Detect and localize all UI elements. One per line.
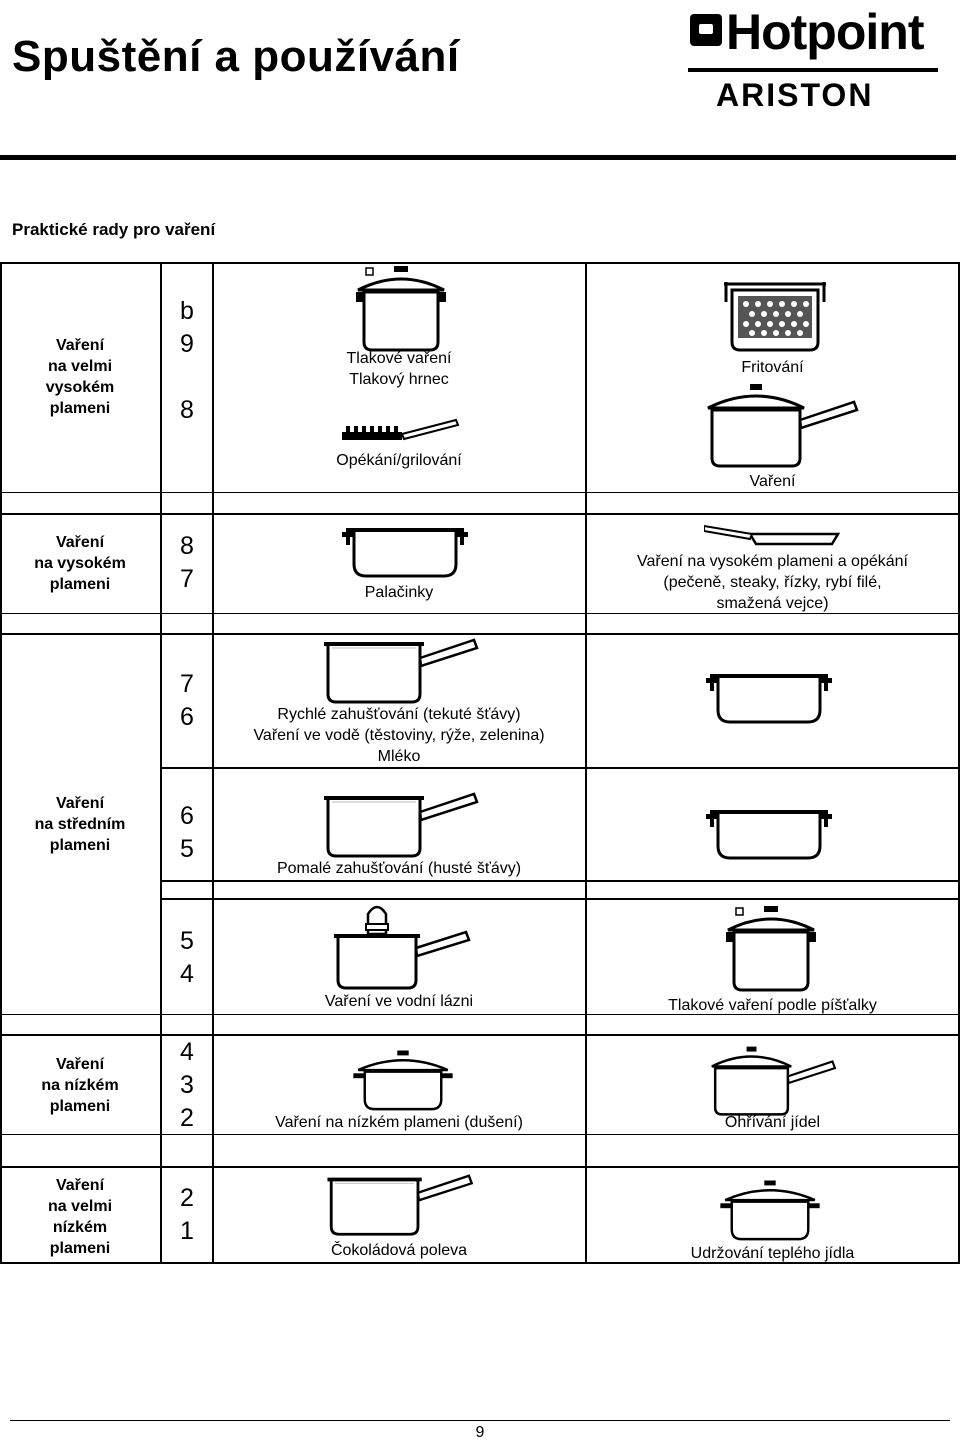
lidded-saucepan-icon <box>708 1040 838 1116</box>
pressure-cooker-icon <box>356 264 448 354</box>
lidded-casserole-icon <box>350 1044 456 1114</box>
caption-stewing: Vaření na nízkém plameni (dušení) <box>275 1114 523 1131</box>
frying-pan-icon <box>704 522 842 548</box>
level-low: Vaření na nízkém plameni <box>41 1056 119 1115</box>
fryer-basket-icon <box>722 280 828 354</box>
saucepan-icon <box>324 790 480 860</box>
settings-row-4: 6 5 <box>180 802 194 863</box>
settings-row-2: 8 7 <box>180 532 194 593</box>
settings-row-5: 5 4 <box>180 927 194 988</box>
caption-frying: Fritování <box>741 359 804 376</box>
caption-water-bath: Vaření ve vodní lázni <box>324 993 474 1010</box>
saucepan-icon <box>326 1172 476 1238</box>
caption-boiling: Vaření <box>749 473 796 490</box>
level-very-low: Vaření na velmi nízkém plameni <box>47 1177 113 1257</box>
footer-divider <box>10 1420 950 1421</box>
caption-quick-reduce: Rychlé zahušťování (tekuté šťávy) Vaření ve vodě (těstoviny, rýže, zelenina) Mléko <box>253 706 545 765</box>
logo-sub-text: ARISTON <box>716 77 874 113</box>
lidded-saucepan-icon <box>704 376 860 468</box>
caption-pressure-cooking: Tlakové vaření Tlakový hrnec <box>346 350 452 388</box>
caption-high-frying: Vaření na vysokém plameni a opékání (pečeně, steaky, řízky, rybí filé, smažená vejce) <box>637 553 908 612</box>
bain-marie-icon <box>334 900 472 990</box>
table-row-divider <box>160 898 960 900</box>
table-row-divider <box>0 513 960 515</box>
caption-chocolate: Čokoládová poleva <box>330 1242 468 1259</box>
caption-keep-warm: Udržování teplého jídla <box>690 1245 855 1262</box>
brand-logo <box>684 6 942 116</box>
grill-pan-icon <box>340 418 460 444</box>
flat-pot-icon <box>340 520 470 578</box>
level-high: Vaření na vysokém plameni <box>34 534 126 593</box>
table-row-divider <box>0 262 960 264</box>
caption-reheating: Ohřívání jídel <box>724 1114 821 1131</box>
table-row-divider <box>0 633 960 635</box>
table-row-divider <box>160 880 960 882</box>
section-title: Praktické rady pro vaření <box>12 220 216 239</box>
pressure-cooker-icon <box>726 904 818 994</box>
level-very-high: Vaření na velmi vysokém plameni <box>45 337 115 417</box>
table-row-divider <box>0 492 960 493</box>
logo-divider <box>688 68 938 72</box>
caption-slow-reduce: Pomalé zahušťování (husté šťávy) <box>276 860 522 877</box>
table-row-divider <box>160 767 960 769</box>
caption-pancakes: Palačinky <box>364 584 434 601</box>
lidded-casserole-icon <box>714 1174 826 1244</box>
page-number: 9 <box>475 1424 485 1441</box>
logo-mark-icon <box>690 14 722 46</box>
saucepan-icon <box>324 636 480 706</box>
table-row-divider <box>0 1166 960 1168</box>
caption-pressure-whistle: Tlakové vaření podle píšťalky <box>668 997 877 1014</box>
casserole-icon <box>704 802 834 860</box>
settings-row-6: 4 3 2 <box>180 1038 194 1132</box>
level-medium: Vaření na středním plameni <box>34 795 126 854</box>
settings-row-1: b 9 8 <box>180 297 194 424</box>
settings-row-3: 7 6 <box>180 670 194 731</box>
header-divider <box>0 155 956 160</box>
logo-brand-text: Hotpoint <box>726 4 924 60</box>
table-row-divider <box>0 1134 960 1135</box>
table-row-divider <box>0 1034 960 1036</box>
settings-row-7: 2 1 <box>180 1184 194 1245</box>
page-title: Spuštění a používání <box>12 32 460 81</box>
casserole-icon <box>704 666 834 724</box>
caption-grilling: Opékání/grilování <box>336 452 462 469</box>
